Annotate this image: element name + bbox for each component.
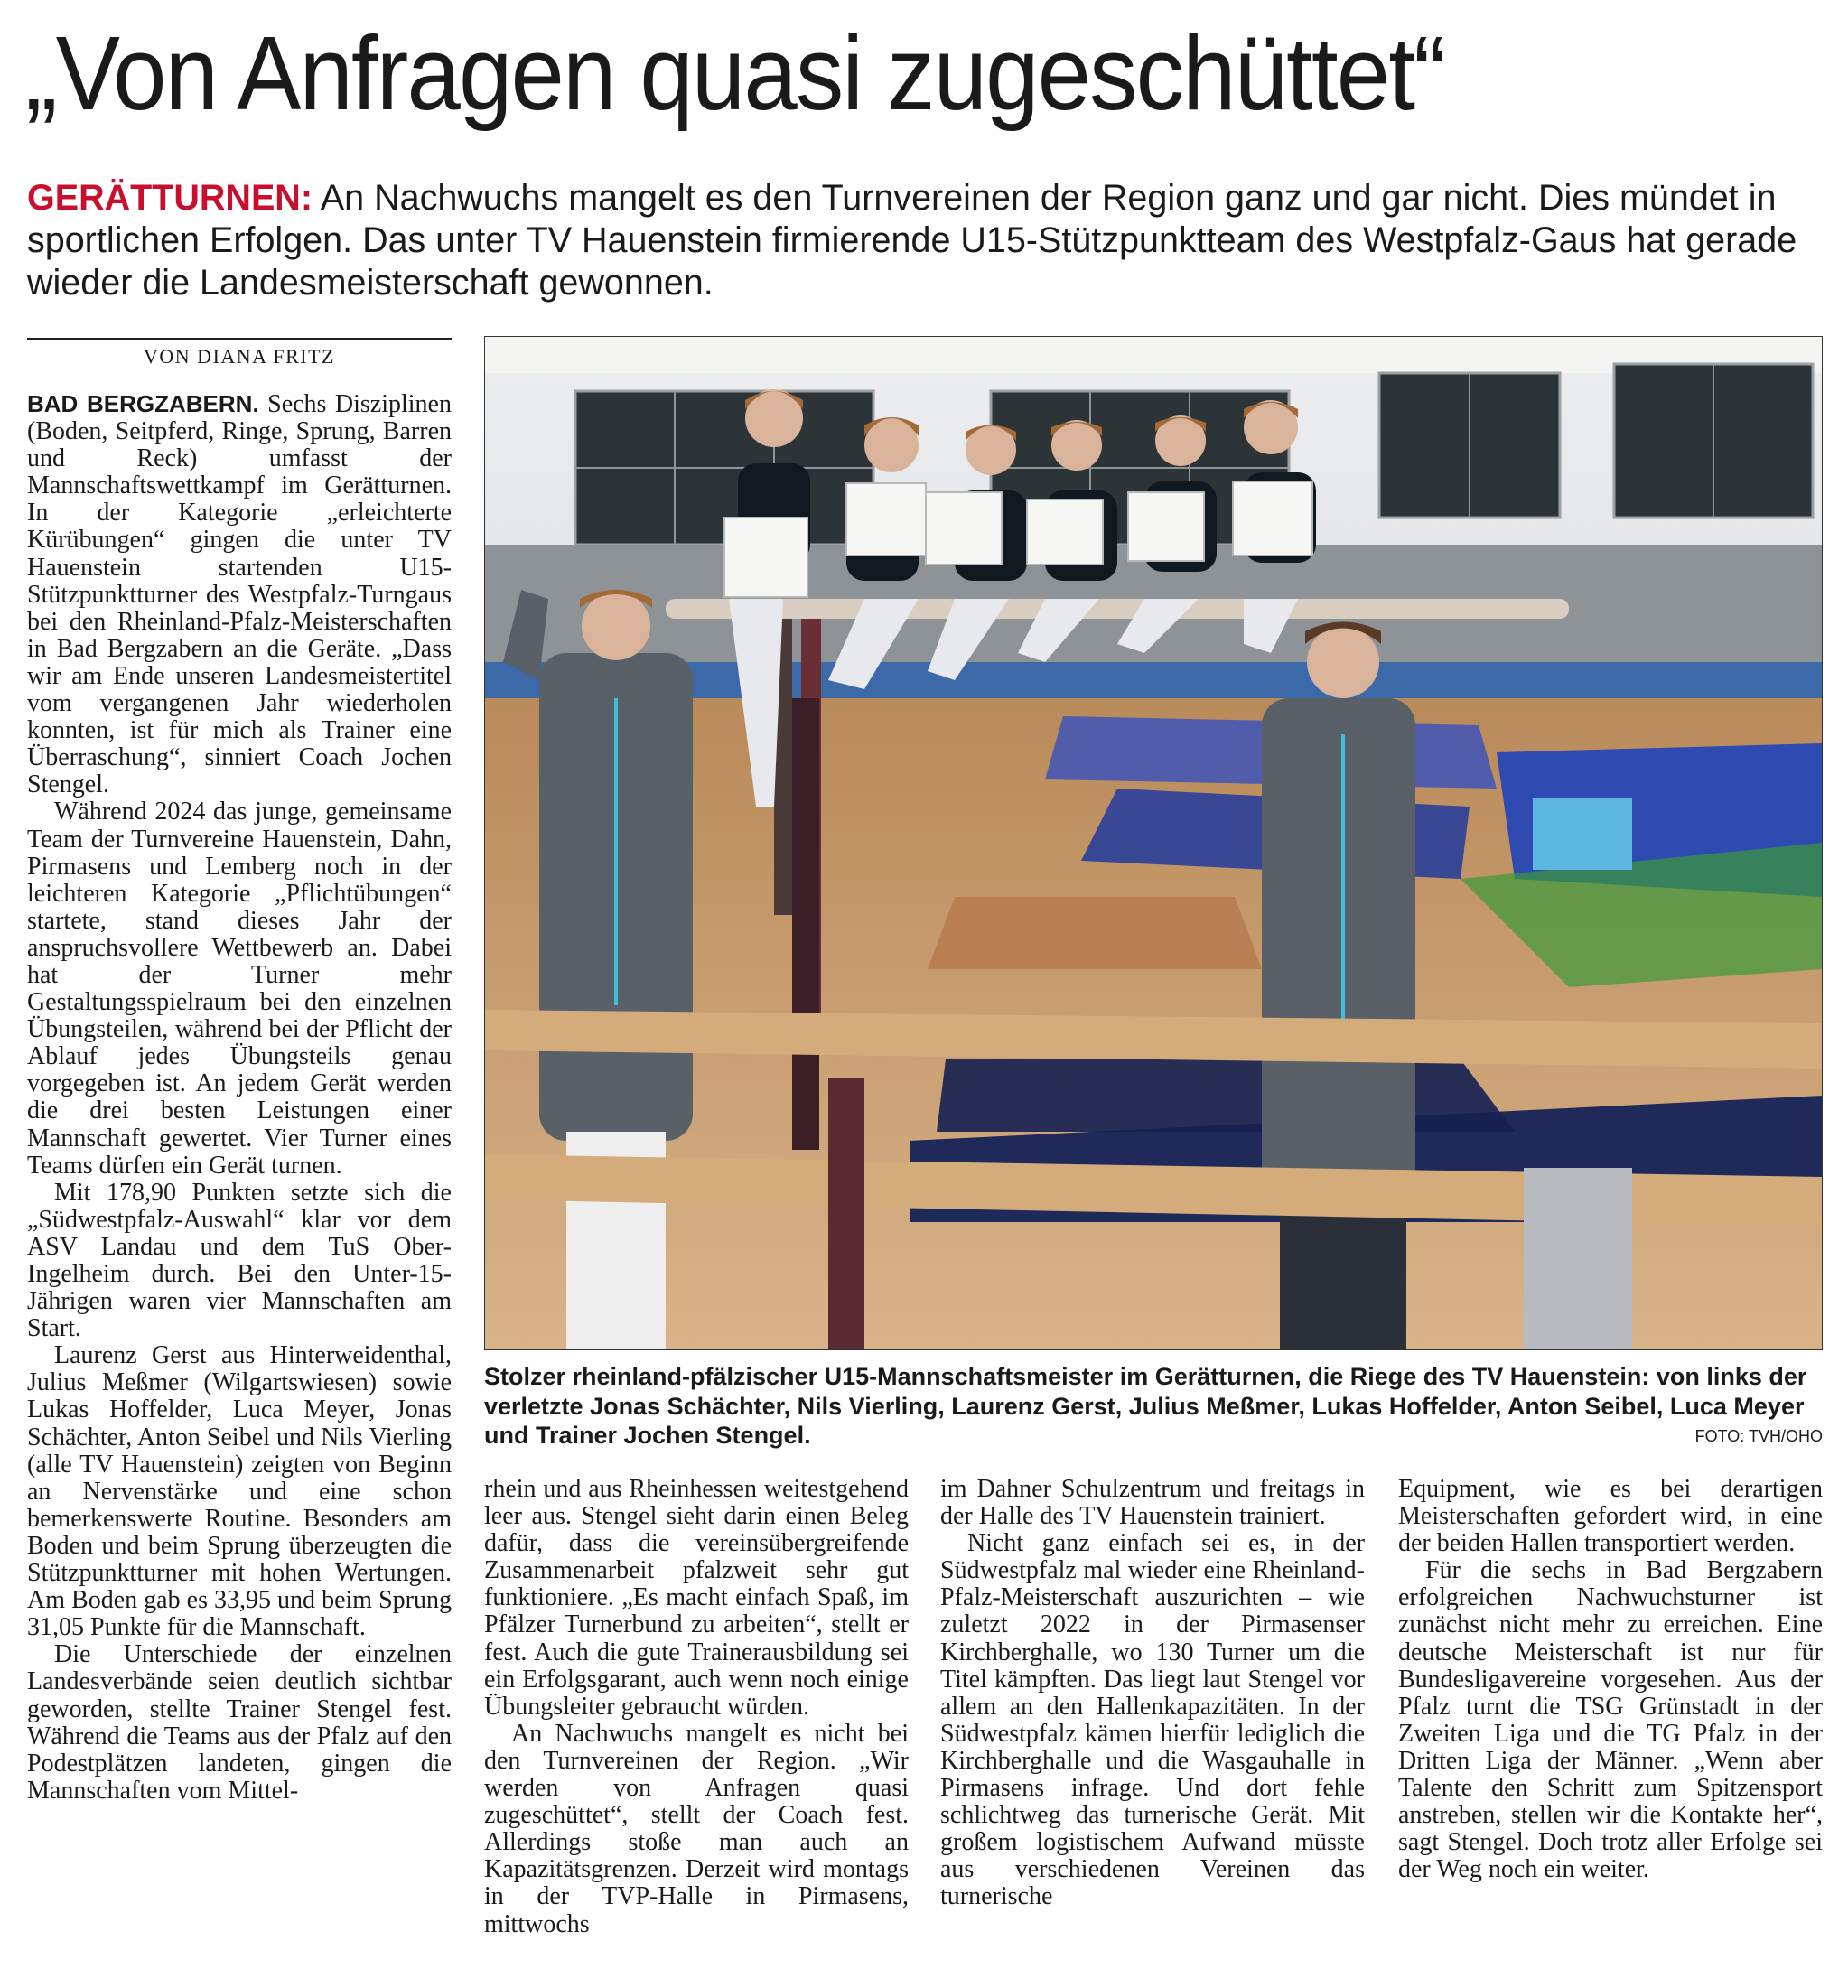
column-4 [1398, 1476, 1823, 1883]
paragraph-text: Sechs Disziplinen (Boden, Seitpferd, Ringe, Sprung, Barren und Reck) umfasst der Mannschaftswettkampf im Gerätturnen. In der Kategorie „erleichterte Kürübungen“ gingen die unter TV Hauenstein startenden U15-Stützpunktturner des Westpfalz-Turngaus bei den Rheinland-Pfalz-Meisterschaften in Bad Bergzabern an die Geräte. „Dass wir am Ende unseren Landesmeistertitel vom vergangenen Jahr wiederholen konnten, ist für mich als Trainer eine Überraschung“, sinniert Coach Jochen Stengel. [27, 390, 452, 799]
paragraph [27, 390, 452, 798]
column-3 [940, 1476, 1365, 1911]
paragraph: rhein und aus Rheinhessen weitestgehend leer aus. Stengel sieht darin einen Beleg dafür, dass die vereinsübergreifende Zusammenarbeit pfalzweit sehr gut funktioniere. „Es macht einfach Spaß, im Pfälzer Turnerbund zu arbeiten“, stellt er fest. Auch die gute Trainerausbildung sei ein Erfolgsgarant, auch wenn noch einige Übungsleiter gebraucht würden. [484, 1475, 909, 1721]
deck-kicker: GERÄTTURNEN: [27, 178, 313, 218]
byline: VON DIANA FRITZ [144, 345, 335, 368]
byline-rule [27, 338, 452, 340]
paragraph: Mit 178,90 Punkten setzte sich die „Südwestpfalz-Auswahl“ klar vor dem ASV Landau und dem TuS Ober-Ingelheim durch. Bei den Unter-15-Jährigen waren vier Mannschaften am Start. [27, 1178, 452, 1343]
team-photo [484, 336, 1823, 1350]
paragraph: Equipment, wie es bei derartigen Meisterschaften gefordert wird, in eine der beiden Hallen transportiert werden. [1398, 1475, 1823, 1558]
paragraph: Laurenz Gerst aus Hinterweidenthal, Julius Meßmer (Wilgartswiesen) sowie Lukas Hoffelder, Luca Meyer, Jonas Schächter, Anton Seibel und Nils Vierling (alle TV Hauenstein) zeigten von Beginn an Nervenstärke und eine schon bemerkenswerte Routine. Besonders am Boden und beim Sprung überzeugten die Stützpunktturner mit hohen Wertungen. Am Boden gab es 33,95 und beim Sprung 31,05 Punkte für die Mannschaft. [27, 1341, 452, 1642]
deck-text: An Nachwuchs mangelt es den Turnvereinen der Region ganz und gar nicht. Dies mündet in sportlichen Erfolgen. Das unter TV Hauenstein firmierende U15-Stützpunktteam des Westpfalz-Gaus hat gerade wieder die Landesmeisterschaft gewonnen. [27, 178, 1797, 303]
paragraph: An Nachwuchs mangelt es nicht bei den Turnvereinen der Region. „Wir werden von Anfragen quasi zugeschüttet“, stellt der Coach fest. Allerdings stoße man auch an Kapazitätsgrenzen. Derzeit wird montags in der TVP-Halle in Pirmasens, mittwochs [484, 1719, 909, 1938]
photo-credit: FOTO: TVH/OHO [1694, 1427, 1823, 1445]
headline: „Von Anfragen quasi zugeschüttet“ [25, 14, 1444, 132]
paragraph: im Dahner Schulzentrum und freitags in der Halle des TV Hauenstein trainiert. [940, 1475, 1365, 1531]
dateline: BAD BERGZABERN. [27, 390, 259, 417]
column-1 [27, 390, 452, 1805]
paragraph: Für die sechs in Bad Bergzabern erfolgreichen Nachwuchsturner ist zunächst nicht mehr zu erreichen. Eine deutsche Meisterschaft ist nur für Bundesligavereine vorgesehen. Aus der Pfalz turnt die TSG Grünstadt in der Zweiten Liga und die TG Pfalz in der Dritten Liga der Männer. „Wenn aber Talente den Schritt zum Spitzensport anstreben, stellen wir die Kontakte her“, sagt Stengel. Doch trotz aller Erfolge sei der Weg noch ein weiter. [1398, 1556, 1823, 1884]
deck [27, 177, 1825, 304]
team-photo-illustration [485, 337, 1822, 1349]
photo-caption: Stolzer rheinland-pfälzischer U15-Mannschaftsmeister im Gerätturnen, die Riege des TV Hauenstein: von links der verletzte Jonas Schächter, Nils Vierling, Laurenz Gerst, Julius Meßmer, Lukas Hoffelder, Anton Seibel, Luca Meyer und Trainer Jochen Stengel. [484, 1363, 1807, 1449]
paragraph: Während 2024 das junge, gemeinsame Team der Turnvereine Hauenstein, Dahn, Pirmasens und Lemberg noch in der leichteren Kategorie „Pflichtübungen“ startete, stand dieses Jahr der anspruchsvollere Wettbewerb an. Dabei hat der Turner mehr Gestaltungsspielraum bei den einzelnen Übungsteilen, während bei der Pflicht der Ablauf jedes Übungsteils genau vorgegeben ist. An jedem Gerät werden die drei besten Leistungen einer Mannschaft gewertet. Vier Turner eines Teams dürfen ein Gerät turnen. [27, 798, 452, 1180]
column-2 [484, 1476, 909, 1938]
paragraph: Die Unterschiede der einzelnen Landesverbände seien deutlich sichtbar geworden, stellte Trainer Stengel fest. Während die Teams aus der Pfalz auf den Podestplätzen landeten, gingen die Mannschaften vom Mittel- [27, 1640, 452, 1805]
paragraph: Nicht ganz einfach sei es, in der Südwestpfalz mal wieder eine Rheinland-Pfalz-Meisterschaft auszurichten – wie zuletzt 2022 in der Pirmasenser Kirchberghalle, wo 130 Turner um die Titel kämpften. Das liegt laut Stengel vor allem an den Hallenkapazitäten. In der Südwestpfalz kämen hierfür lediglich die Kirchberghalle und die Wasgauhalle in Pirmasens infrage. Und dort fehle schlichtweg das turnerische Gerät. Mit großem logistischem Aufwand müsste aus verschiedenen Vereinen das turnerische [940, 1529, 1365, 1911]
